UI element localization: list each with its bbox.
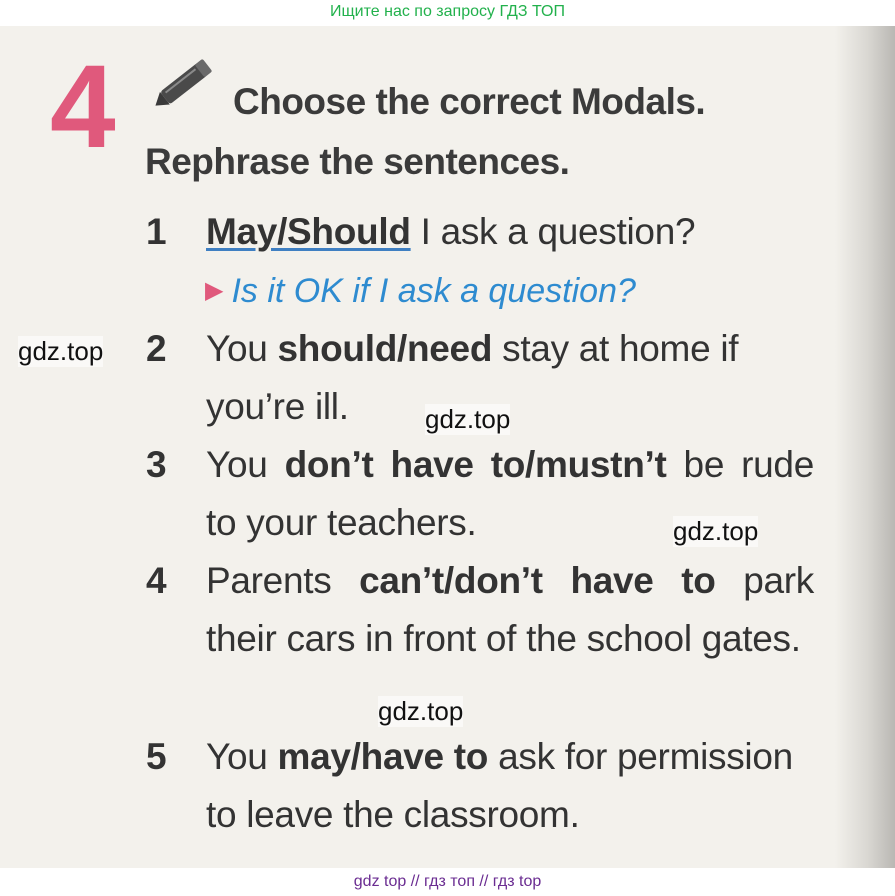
item-after: be rude to your teachers. xyxy=(206,444,814,543)
title-line-2: Rephrase the sentences. xyxy=(145,141,570,182)
modal-choice: should/need xyxy=(277,328,493,369)
item-after: park their cars in front of the school gates. xyxy=(206,560,814,659)
item-number: 3 xyxy=(146,444,167,485)
item-before: You xyxy=(206,444,285,485)
watermark: gdz.top xyxy=(673,516,759,546)
item-number: 2 xyxy=(146,328,167,369)
modal-choice: don’t have to/mustn’t xyxy=(284,444,667,485)
exercise-title xyxy=(145,72,785,192)
title-line-1: Choose the correct Modals. xyxy=(233,81,706,122)
item-before: Parents xyxy=(206,560,360,601)
watermark: gdz.top xyxy=(378,696,464,726)
watermark: gdz.top xyxy=(425,404,511,434)
item-text xyxy=(206,203,814,261)
item-text xyxy=(206,728,814,844)
item-text xyxy=(206,552,814,668)
item-number: 1 xyxy=(146,211,167,252)
item-before: You xyxy=(206,736,278,777)
modal-choice: may/have to xyxy=(277,736,489,777)
item-number: 4 xyxy=(146,560,167,601)
item-number: 5 xyxy=(146,736,167,777)
item-rest: I ask a question? xyxy=(410,211,696,252)
modal-choice: May/Should xyxy=(206,211,411,252)
item-after: ask for permission to leave the classroom. xyxy=(206,736,793,835)
page-fold-shadow xyxy=(835,26,895,868)
top-banner[interactable]: Ищите нас по запросу ГДЗ ТОП xyxy=(330,3,565,20)
bottom-banner[interactable]: gdz top // гдз топ // гдз top xyxy=(353,873,542,890)
answer-text: Is it OK if I ask a question? xyxy=(231,272,636,310)
exercise-number: 4 xyxy=(50,41,116,173)
answer-1 xyxy=(205,262,636,320)
triangle-arrow-icon: ▶ xyxy=(205,277,224,304)
item-after: stay at home if you’re ill. xyxy=(206,328,739,427)
item-before: You xyxy=(206,328,278,369)
watermark: gdz.top xyxy=(18,336,104,366)
modal-choice: can’t/don’t have to xyxy=(359,560,716,601)
